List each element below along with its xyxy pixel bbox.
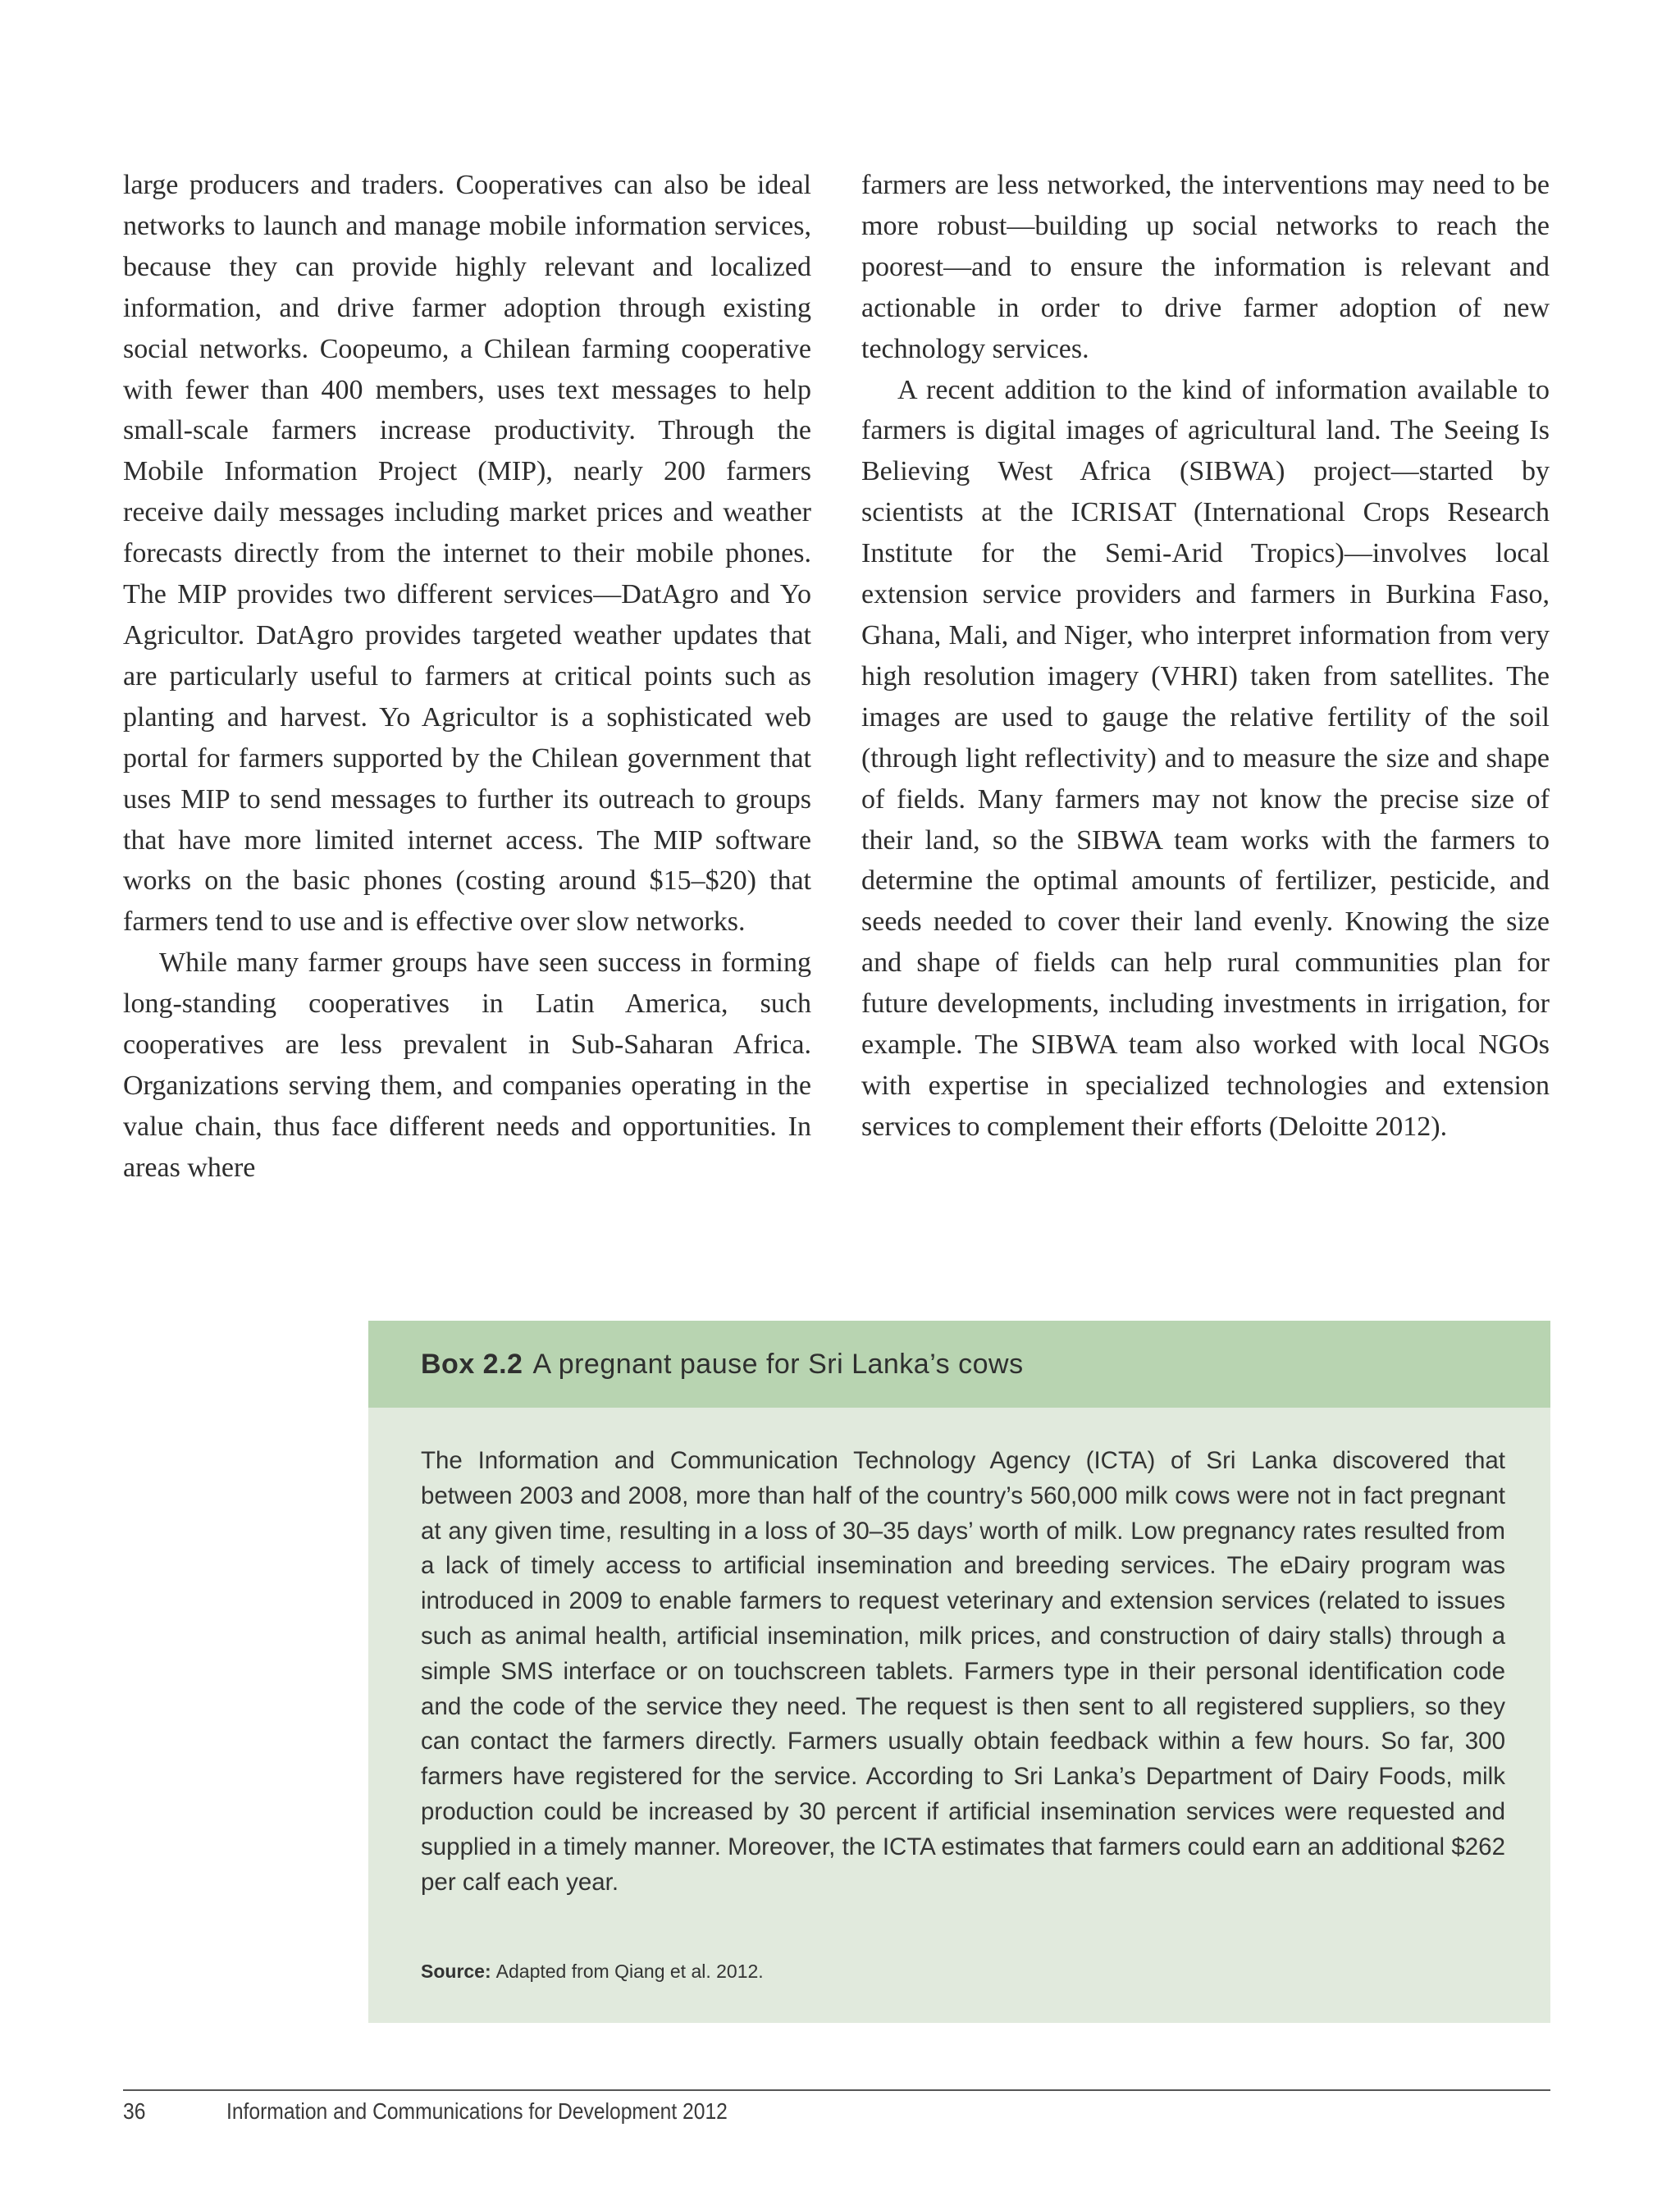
- source-label: Source:: [421, 1961, 491, 1982]
- page-number: 36: [123, 2098, 146, 2124]
- sidebar-box: [368, 1321, 1550, 2023]
- publication-title: Information and Communications for Development 2012: [226, 2098, 728, 2124]
- box-label: Box 2.2: [421, 1348, 523, 1380]
- footer-divider: [123, 2089, 1550, 2091]
- source-text: Adapted from Qiang et al. 2012.: [495, 1961, 764, 1982]
- box-body-text: The Information and Communication Technology Agency (ICTA) of Sri Lanka discovered that between 2003 and 2008, more than half of the country’s 560,000 milk cows were not in fact pregnant at any given time, resulting in a loss of 30–35 days’ worth of milk. Low pregnancy rates resulted from a lack of timely access to artificial insemination and breeding services. The eDairy program was introduced in 2009 to enable farmers to request veterinary and extension services (related to issues such as animal health, artificial insemination, milk prices, and construction of dairy stalls) through a simple SMS interface or on touchscreen tablets. Farmers type in their personal identification code and the code of the service they need. The request is then sent to all registered suppliers, so they can contact the farmers directly. Farmers usually obtain feedback within a few hours. So far, 300 farmers have registered for the service. According to Sri Lanka’s Department of Dairy Foods, milk production could be increased by 30 percent if artificial insemination services were requested and supplied in a timely manner. Moreover, the ICTA estimates that farmers could earn an additional $262 per calf each year.: [421, 1447, 1505, 1896]
- right-column: [861, 165, 1550, 1148]
- box-title: A pregnant pause for Sri Lanka’s cows: [532, 1348, 1024, 1380]
- box-source: [421, 1961, 764, 1983]
- box-header: [368, 1321, 1550, 1408]
- left-paragraph-1: large producers and traders. Cooperatives can also be ideal networks to launch and manage mobile information services, because they can provide highly relevant and localized information, and drive farmer adoption through existing social networks. Coopeumo, a Chilean farming cooperative with fewer than 400 members, uses text messages to help small-scale farmers increase productivity. Through the Mobile Information Project (MIP), nearly 200 farmers receive daily messages including market prices and weather forecasts directly from the internet to their mobile phones. The MIP provides two different services—DatAgro and Yo Agricultor. DatAgro provides targeted weather updates that are particularly useful to farmers at critical points such as planting and harvest. Yo Agricultor is a sophisticated web portal for farmers supported by the Chilean government that uses MIP to send messages to further its outreach to groups that have more limited internet access. The MIP software works on the basic phones (costing around $15–$20) that farmers tend to use and is effective over slow networks.: [123, 170, 811, 938]
- left-column: [123, 165, 811, 1189]
- left-paragraph-2: While many farmer groups have seen success in forming long-standing cooperatives in Latin America, such cooperatives are less prevalent in Sub-Saharan Africa. Organizations serving them, and companies operating in the value chain, thus face different needs and opportunities. In areas where: [123, 947, 811, 1183]
- right-paragraph-1: farmers are less networked, the interventions may need to be more robust—building up social networks to reach the poorest—and to ensure the information is relevant and actionable in order to drive farmer adoption of new technology services.: [861, 170, 1550, 364]
- right-paragraph-2: A recent addition to the kind of information available to farmers is digital images of agricultural land. The Seeing Is Believing West Africa (SIBWA) project—started by scientists at the ICRISAT (International Crops Research Institute for the Semi-Arid Tropics)—involves local extension service providers and farmers in Burkina Faso, Ghana, Mali, and Niger, who interpret information from very high resolution imagery (VHRI) taken from satellites. The images are used to gauge the relative fertility of the soil (through light reflectivity) and to measure the size and shape of fields. Many farmers may not know the precise size of their land, so the SIBWA team works with the farmers to determine the optimal amounts of fertilizer, pesticide, and seeds needed to cover their land evenly. Knowing the size and shape of fields can help rural communities plan for future developments, including investments in irrigation, for example. The SIBWA team also worked with local NGOs with expertise in specialized technologies and extension services to complement their efforts (Deloitte 2012).: [861, 374, 1550, 1142]
